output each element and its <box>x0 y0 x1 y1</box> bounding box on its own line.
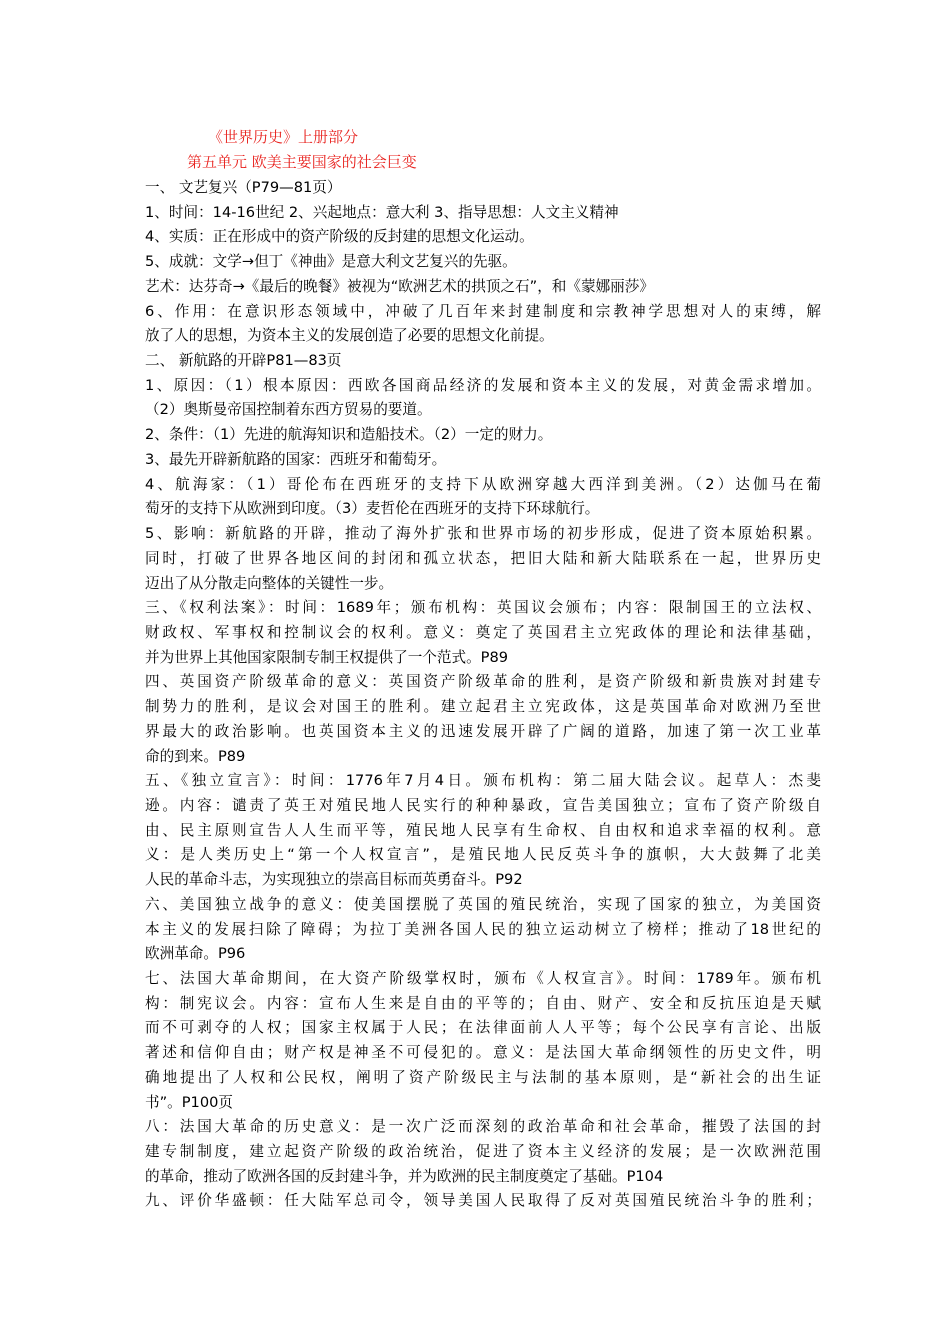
text-line: 财政权、军事权和控制议会的权利。意义：奠定了英国君主立宪政体的理论和法律基础， <box>145 623 821 641</box>
text-line: 的革命，推动了欧洲各国的反封建斗争，并为欧洲的民主制度奠定了基础。P104 <box>145 1167 664 1185</box>
text-line: 并为世界上其他国家限制专制王权提供了一个范式。P89 <box>145 648 509 666</box>
text-line: 义：是人类历史上“第一个人权宣言”，是殖民地人民反英斗争的旗帜，大大鼓舞了北美 <box>145 846 821 864</box>
text-line: 5、影响：新航路的开辟，推动了海外扩张和世界市场的初步形成，促进了资本原始积累。 <box>145 525 821 543</box>
text-line: 构：制宪议会。内容：宣布人生来是自由的平等的；自由、财产、安全和反抗压迫是天赋 <box>145 994 821 1012</box>
text-line: 6、作用：在意识形态领域中，冲破了几百年来封建制度和宗教神学思想对人的束缚，解 <box>145 302 821 320</box>
text-line: 4、航海家：（1）哥伦布在西班牙的支持下从欧洲穿越大西洋到美洲。（2）达伽马在葡 <box>145 475 821 493</box>
text-line: 本主义的发展扫除了障碍；为拉丁美洲各国人民的独立运动树立了榜样；推动了18世纪的 <box>145 920 821 938</box>
text-line: 七、法国大革命期间，在大资产阶级掌权时，颁布《人权宣言》。时间：1789年。颁布机 <box>145 970 821 987</box>
text-line: 确地提出了人权和公民权，阐明了资产阶级民主与法制的基本原则，是“新社会的出生证 <box>145 1068 821 1086</box>
text-line: 逊。内容：谴责了英王对殖民地人民实行的种种暴政，宣告美国独立；宣布了资产阶级自 <box>145 796 821 814</box>
text-line: 六、美国独立战争的意义：使美国摆脱了英国的殖民统治，实现了国家的独立，为美国资 <box>145 895 821 913</box>
text-line: 一、 文艺复兴（P79—81页） <box>145 179 342 196</box>
text-line: 命的到来。P89 <box>145 747 246 765</box>
text-line: 二、 新航路的开辟P81—83页 <box>145 352 342 370</box>
text-line: 三、《权利法案》：时间：1689年；颁布机构：英国议会颁布；内容：限制国王的立法权、 <box>145 599 821 617</box>
text-line: 2、条件：（1）先进的航海知识和造船技术。（2）一定的财力。 <box>145 426 553 444</box>
text-line: 著述和信仰自由；财产权是神圣不可侵犯的。意义：是法国大革命纲领性的历史文件，明 <box>145 1044 821 1062</box>
unit-title: 第五单元 欧美主要国家的社会巨变 <box>187 153 417 171</box>
text-line: 人民的革命斗志，为实现独立的崇高目标而英勇奋斗。P92 <box>145 871 523 889</box>
text-line: 3、最先开辟新航路的国家：西班牙和葡萄牙。 <box>145 450 447 468</box>
text-line: 由、民主原则宣告人人生而平等，殖民地人民享有生命权、自由权和追求幸福的权利。意 <box>145 821 821 839</box>
text-line: 5、成就：文学→但丁《神曲》是意大利文艺复兴的先驱。 <box>145 253 517 271</box>
text-line: 而不可剥夺的人权；国家主权属于人民；在法律面前人人平等；每个公民享有言论、出版 <box>145 1019 821 1037</box>
text-line: 同时，打破了世界各地区间的封闭和孤立状态，把旧大陆和新大陆联系在一起，世界历史 <box>145 549 821 567</box>
text-line: 4、实质：正在形成中的资产阶级的反封建的思想文化运动。 <box>145 228 534 246</box>
text-line: 1、原因：（1）根本原因：西欧各国商品经济的发展和资本主义的发展，对黄金需求增加。 <box>145 376 821 394</box>
text-line: 四、英国资产阶级革命的意义：英国资产阶级革命的胜利，是资产阶级和新贵族对封建专 <box>145 673 821 691</box>
text-line: 欧洲革命。P96 <box>145 945 246 963</box>
text-line: 建专制制度，建立起资产阶级的政治统治，促进了资本主义经济的发展；是一次欧洲范围 <box>145 1143 821 1161</box>
document-body <box>145 176 821 1214</box>
text-line: 九、评价华盛顿：任大陆军总司令，领导美国人民取得了反对英国殖民统治斗争的胜利； <box>145 1192 821 1210</box>
text-line: 艺术：达芬奇→《最后的晚餐》被视为“欧洲艺术的拱顶之石”，和《蒙娜丽莎》 <box>145 277 654 295</box>
text-line: 八：法国大革命的历史意义：是一次广泛而深刻的政治革命和社会革命，摧毁了法国的封 <box>145 1118 821 1136</box>
text-line: 制势力的胜利，是议会对国王的胜利。建立起君主立宪政体，这是英国革命对欧洲乃至世 <box>145 698 821 716</box>
text-line: 迈出了从分散走向整体的关键性一步。 <box>145 574 394 592</box>
text-line: 1、时间：14-16世纪 2、兴起地点：意大利 3、指导思想：人文主义精神 <box>145 203 619 221</box>
text-line: 界最大的政治影响。也英国资本主义的迅速发展开辟了广阔的道路，加速了第一次工业革 <box>145 722 821 740</box>
text-line: 放了人的思想，为资本主义的发展创造了必要的思想文化前提。 <box>145 327 554 345</box>
text-line: 书”。P100页 <box>145 1093 233 1111</box>
document-title: 《世界历史》上册部分 <box>208 128 359 146</box>
text-line: 萄牙的支持下从欧洲到印度。（3）麦哲伦在西班牙的支持下环球航行。 <box>145 500 600 518</box>
text-line: 五、《独立宣言》：时间：1776年7月4日。颁布机构：第二届大陆会议。起草人：杰斐 <box>145 772 821 790</box>
text-line: （2）奥斯曼帝国控制着东西方贸易的要道。 <box>145 401 432 419</box>
